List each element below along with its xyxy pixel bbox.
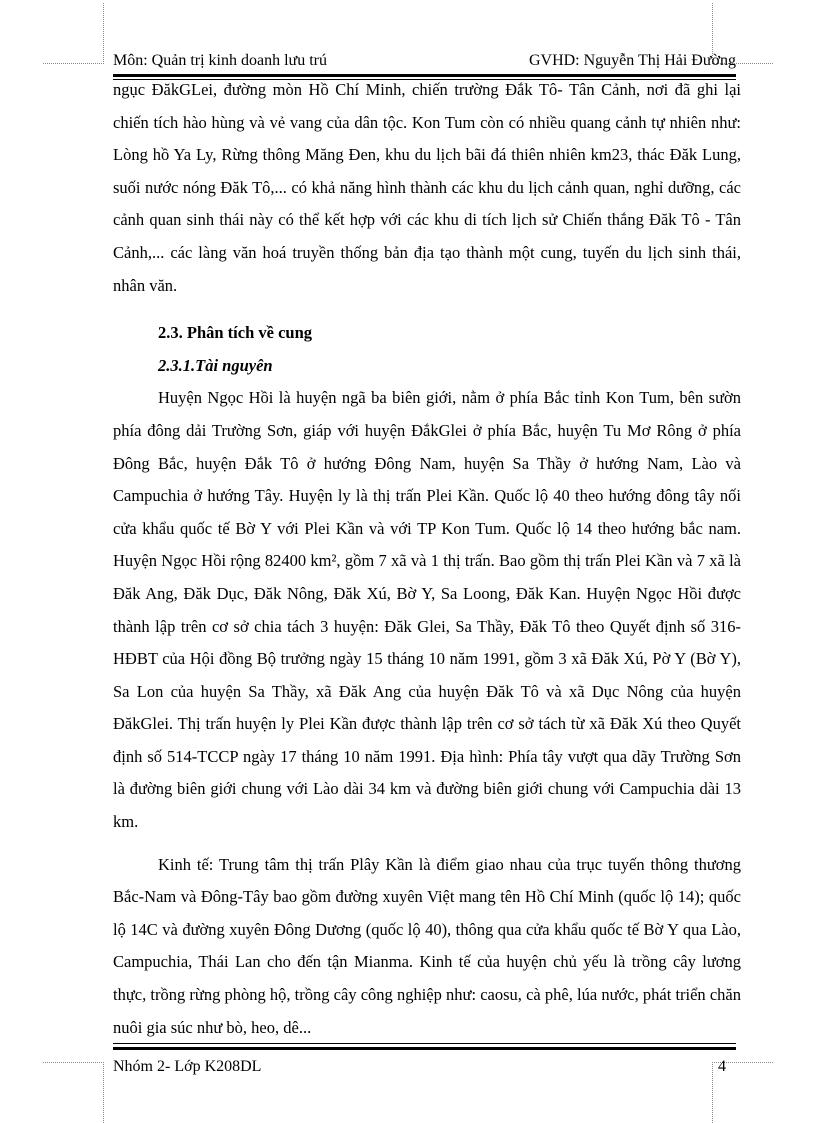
footer-rule-thin (113, 1043, 736, 1044)
subsection-heading: 2.3.1.Tài nguyên (158, 355, 273, 375)
paragraph-resources: Huyện Ngọc Hồi là huyện ngã ba biên giới, nằm ở phía Bắc tỉnh Kon Tum, bên sườn phía đông dải Trường Sơn, giáp với huyện ĐắkGlei ở phía Bắc, huyện Tu Mơ Rông ở phía Đông Bắc, huyện Đắk Tô ở hướng Đông Nam, huyện Sa Thầy ở hướng Nam, Lào và Campuchia ở hướng Tây. Huyện ly là thị trấn Plei Kần. Quốc lộ 40 theo hướng đông tây nối cửa khẩu quốc tế Bờ Y với Plei Kần và với TP Kon Tum. Quốc lộ 14 theo hướng bắc nam. Huyện Ngọc Hồi rộng 82400 km², gồm 7 xã và 1 thị trấn. Bao gồm thị trấn Plei Kần và 7 xã là Đăk Ang, Đăk Dục, Đăk Nông, Đăk Xú, Bờ Y, Sa Loong, Đăk Kan. Huyện Ngọc Hồi được thành lập trên cơ sở chia tách 3 huyện: Đăk Glei, Sa Thầy, Đăk Tô theo Quyết định số 316-HĐBT của Hội đồng Bộ trưởng ngày 15 tháng 10 năm 1991, gồm 3 xã Đăk Xú, Pờ Y (Bờ Y), Sa Lon của huyện Sa Thầy, xã Đăk Ang của huyện Đăk Tô và xã Dục Nông của huyện ĐăkGlei. Thị trấn huyện ly Plei Kần được thành lập trên cơ sở tách từ xã Đăk Xú theo Quyết định số 514-TCCP ngày 17 tháng 10 năm 1991. Địa hình: Phía tây vượt qua dãy Trường Sơn là đường biên giới chung với Lào dài 34 km và đường biên giới chung với Campuchia dài 13 km. (113, 388, 741, 832)
footer-rule-thick (113, 1047, 736, 1050)
paragraph-economy: Kinh tế: Trung tâm thị trấn Plây Kần là điểm giao nhau của trục tuyến thông thương Bắc-Nam và Đông-Tây bao gồm đường xuyên Việt mang tên Hồ Chí Minh (quốc lộ 14); quốc lộ 14C và đường xuyên Đông Dương (quốc lộ 40), thông qua cửa khẩu quốc tế Bờ Y qua Lào, Campuchia, Thái Lan cho đến tận Mianma. Kinh tế của huyện chủ yếu là trồng cây lương thực, trồng rừng phòng hộ, trồng cây công nghiệp như: caosu, cà phê, lúa nước, phát triển chăn nuôi gia súc như bò, heo, dê... (113, 854, 741, 1037)
page-header (113, 52, 736, 74)
footer-group: Nhóm 2- Lớp K208DL (113, 1058, 262, 1075)
header-instructor: GVHD: Nguyễn Thị Hải Đường (528, 52, 736, 69)
crop-mark-top-left (43, 3, 104, 64)
section-heading: 2.3. Phân tích về cung (158, 323, 313, 343)
page-number: 4 (718, 1058, 726, 1075)
crop-mark-bottom-left (43, 1062, 104, 1123)
page-footer (113, 1058, 736, 1080)
header-course: Môn: Quản trị kinh doanh lưu trú (113, 52, 327, 69)
paragraph-continued: ngục ĐăkGLei, đường mòn Hồ Chí Minh, chiến trường Đắk Tô- Tân Cảnh, nơi đã ghi lại chiến tích hào hùng và vẻ vang của dân tộc. Kon Tum còn có nhiều quang cảnh tự nhiên như: Lòng hồ Ya Ly, Rừng thông Măng Đen, khu du lịch bãi đá thiên nhiên km23, thác Đăk Lung, suối nước nóng Đăk Tô,... có khả năng hình thành các khu du lịch cảnh quan, nghỉ dưỡng, các cảnh quan sinh thái này có thể kết hợp với các khu di tích lịch sử Chiến thắng Đăk Tô - Tân Cảnh,... các làng văn hoá truyền thống bản địa tạo thành một cung, tuyến du lịch sinh thái, nhân văn. (113, 80, 741, 295)
page-body (113, 74, 741, 1044)
